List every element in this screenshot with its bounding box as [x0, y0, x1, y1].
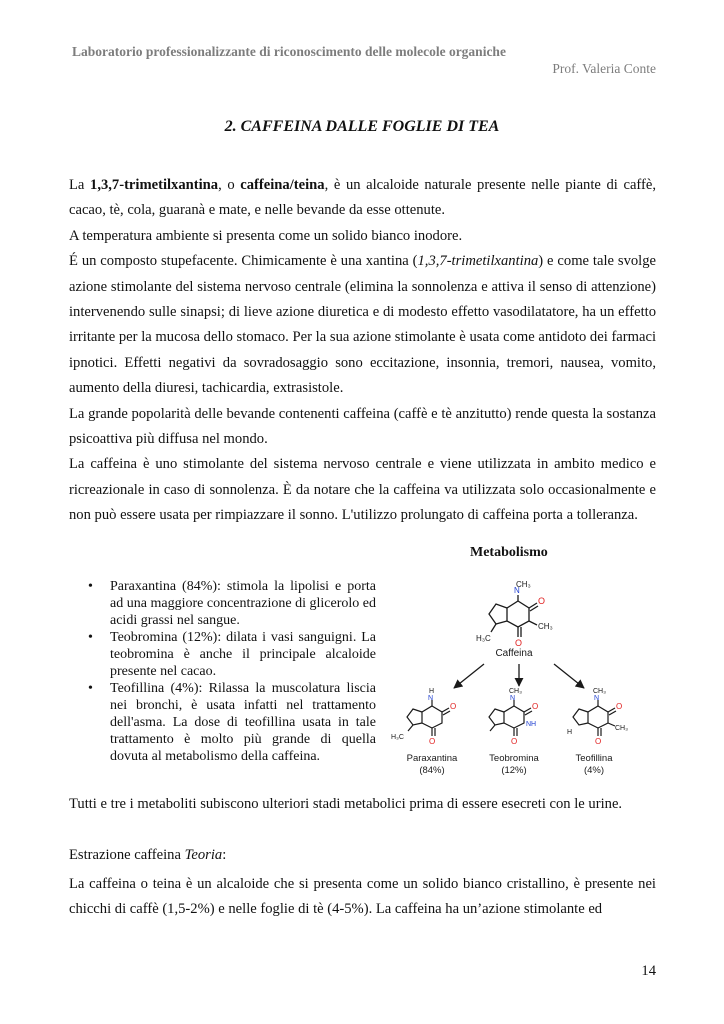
theobromine-molecule	[489, 688, 538, 746]
atom-label: CH₃	[593, 688, 606, 695]
text-run: , è un alcaloide naturale presente nelle piante di caffè, cacao, tè, cola, guaranà e mate, e nelle bevande da esse ottenute.	[69, 177, 656, 219]
teofillina-label: Teofillina	[575, 753, 613, 764]
bold-term: caffeina/teina	[240, 177, 325, 193]
atom-label: CH₃	[516, 580, 531, 589]
header-author: Prof. Valeria Conte	[552, 61, 656, 76]
text-run: :	[222, 847, 227, 863]
metabolism-heading: Metabolismo	[470, 545, 548, 560]
atom-label: N	[594, 695, 600, 702]
list-item: • Paraxantina (84%): stimola la lipolisi e porta ad una maggiore concentrazione di glicerolo ed acidi grassi nel sangue.	[88, 578, 376, 629]
atom-label: N	[428, 695, 434, 702]
bold-term: 1,3,7-trimetilxantina	[90, 177, 219, 193]
atom-label: O	[429, 737, 436, 746]
page-number: 14	[641, 963, 656, 979]
metabolite-list	[88, 578, 376, 765]
atom-label: O	[515, 638, 523, 648]
intro-paragraph-4: La grande popolarità delle bevande contenenti caffeina (caffè e tè anzitutto) rende questa la sostanza psicoattiva più diffusa nel mondo.	[69, 405, 656, 448]
atom-label: N	[514, 586, 520, 595]
atom-label: CH₃	[509, 688, 522, 695]
atom-label: O	[616, 702, 623, 711]
text-run: ) e come tale svolge azione stimolante del sistema nervoso centrale (elimina la sonnolenza e attiva il senso di attenzione) intervenendo sulle sinapsi; di lieve azione diuretica e di modesto effetto vasodilatatore, ha un effetto irritante per la mucosa dello stomaco. Per la sua azione stimolante è usata come antidoto dei farmaci ipnotici. Effetti negativi da sovradosaggio sono eccitazione, insonnia, tremori, nausea, vomito, aumento della diuresi, tachicardia, extrasistole.	[69, 253, 656, 397]
atom-label: H	[567, 729, 573, 736]
list-item: • Teofillina (4%): Rilassa la muscolatura liscia nei bronchi, è usata infatti nel trattamento dell'asma. La dose di teofillina usata in tale trattamento è molto più grande di quella dovuta al metabolismo della caffeina.	[88, 680, 376, 765]
intro-paragraph-1	[69, 173, 656, 224]
teofillina-percent: (4%)	[583, 765, 605, 776]
atom-label: O	[450, 702, 457, 711]
intro-body	[69, 173, 656, 529]
theophylline-molecule	[567, 688, 628, 746]
intro-paragraph-3	[69, 249, 656, 401]
text-run: É un composto stupefacente. Chimicamente è una xantina (	[69, 253, 418, 270]
section-title: 2. CAFFEINA DALLE FOGLIE DI TEA	[224, 118, 500, 135]
paraxantina-percent: (84%)	[419, 765, 445, 776]
teobromina-label: Teobromina	[489, 753, 539, 764]
caffeine-metabolism-diagram	[388, 572, 670, 780]
atom-label: H₃C	[476, 634, 491, 643]
atom-label: O	[538, 596, 546, 606]
header-course-title: Laboratorio professionalizzante di riconoscimento delle molecole organiche	[72, 44, 506, 59]
intro-paragraph-5: La caffeina è uno stimolante del sistema nervoso centrale e viene utilizzata in ambito medico e ricreazionale in caso di sonnolenza. È da notare che la caffeina va utilizzata solo occasionalmente e non può essere usata per rimpiazzare il sonno. L'utilizzo prolungato di caffeina porta a tolleranza.	[69, 456, 656, 524]
italic-term: 1,3,7-trimetilxantina	[417, 253, 539, 270]
atom-label: CH₃	[538, 622, 553, 631]
metabolism-arrows	[454, 664, 584, 688]
arrow-to-paraxantina	[454, 664, 484, 688]
metabolites-note: Tutti e tre i metaboliti subiscono ulteriori stadi metabolici prima di essere esecreti con le urine.	[69, 796, 623, 812]
caffeine-label: Caffeina	[495, 648, 533, 659]
atom-label: N	[510, 695, 516, 702]
atom-label: H₃C	[391, 734, 404, 741]
atom-label: O	[532, 702, 539, 711]
arrow-to-teofillina	[554, 664, 584, 688]
atom-label: O	[511, 737, 518, 746]
atom-label: H	[429, 688, 435, 695]
list-item: • Teobromina (12%): dilata i vasi sanguigni. La teobromina è anche il principale alcaloide presente nel cacao.	[88, 629, 376, 680]
paraxanthine-molecule	[391, 688, 456, 746]
caffeine-molecule	[476, 580, 553, 648]
paraxantina-label: Paraxantina	[406, 753, 458, 764]
text-run: , o	[218, 177, 241, 193]
intro-paragraph-2: A temperatura ambiente si presenta come un solido bianco inodore.	[69, 227, 463, 244]
teobromina-percent: (12%)	[501, 765, 527, 776]
italic-term: Teoria	[184, 847, 223, 863]
atom-label: CH₃	[615, 725, 628, 732]
text-run: La	[69, 177, 91, 193]
extraction-heading	[69, 847, 226, 864]
text-run: Estrazione caffeina	[69, 847, 185, 863]
atom-label: NH	[526, 721, 537, 728]
atom-label: O	[595, 737, 602, 746]
extraction-body: La caffeina o teina è un alcaloide che si presenta come un solido bianco cristallino, è presente nei chicchi di caffè (1,5-2%) e nelle foglie di tè (4-5%). La caffeina ha un’azione stimolante ed	[69, 876, 656, 918]
